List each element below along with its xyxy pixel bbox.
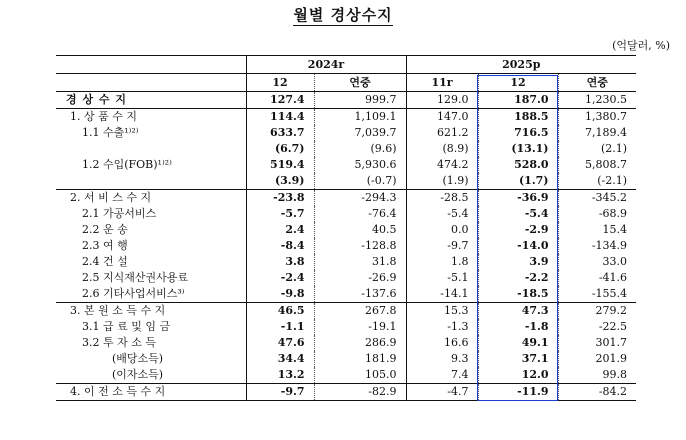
table-row <box>56 125 636 141</box>
cell-value: 5,930.6 <box>314 157 406 173</box>
table-row <box>56 92 636 109</box>
cell-value: (3.9) <box>246 173 314 190</box>
cell-value: 1,230.5 <box>558 92 636 109</box>
cell-value: 301.7 <box>558 335 636 351</box>
cell-value: 49.1 <box>478 335 558 351</box>
cell-value: 34.4 <box>246 351 314 367</box>
row-label: 1.1 수출¹⁾²⁾ <box>82 126 139 139</box>
cell-value: (8.9) <box>406 141 478 157</box>
col-header: 연중 <box>558 74 636 92</box>
cell-value: -14.0 <box>478 238 558 254</box>
cell-value: 716.5 <box>478 125 558 141</box>
cell-value: -26.9 <box>314 270 406 286</box>
table-row <box>56 109 636 126</box>
cell-value: -9.7 <box>246 384 314 401</box>
header-corner <box>56 56 246 74</box>
cell-value: 999.7 <box>314 92 406 109</box>
table-row <box>56 157 636 173</box>
row-label: 1. 상 품 수 지 <box>56 109 246 126</box>
table-row <box>56 384 636 401</box>
cell-value: 7,039.7 <box>314 125 406 141</box>
header-corner-2 <box>56 74 246 92</box>
cell-value: -68.9 <box>558 206 636 222</box>
cell-value: 47.6 <box>246 335 314 351</box>
cell-value: -4.7 <box>406 384 478 401</box>
table-row <box>56 173 636 190</box>
row-label: (배당소득) <box>112 352 164 365</box>
cell-value: (9.6) <box>314 141 406 157</box>
row-label: 2.6 기타사업서비스³⁾ <box>82 287 185 300</box>
cell-value: -14.1 <box>406 286 478 303</box>
header-group-2025: 2025p <box>406 56 636 74</box>
cell-value: -5.1 <box>406 270 478 286</box>
cell-value: 5,808.7 <box>558 157 636 173</box>
cell-value: -294.3 <box>314 190 406 207</box>
cell-value: (2.1) <box>558 141 636 157</box>
unit-note: (억달러, %) <box>612 39 670 52</box>
cell-value: 31.8 <box>314 254 406 270</box>
row-label: 2.1 가공서비스 <box>82 207 157 220</box>
cell-value: 15.3 <box>406 303 478 320</box>
cell-value: -2.2 <box>478 270 558 286</box>
row-label: 2.5 지식재산권사용료 <box>82 271 188 284</box>
cell-value: -128.8 <box>314 238 406 254</box>
cell-value: -137.6 <box>314 286 406 303</box>
row-label <box>56 141 246 157</box>
cell-value: -5.7 <box>246 206 314 222</box>
cell-value: 3.8 <box>246 254 314 270</box>
cell-value: 528.0 <box>478 157 558 173</box>
cell-value: 519.4 <box>246 157 314 173</box>
cell-value: -22.5 <box>558 319 636 335</box>
table-row <box>56 319 636 335</box>
col-header: 12 <box>246 74 314 92</box>
cell-value: 3.9 <box>478 254 558 270</box>
table-title: 월별 경상수지 <box>293 6 393 24</box>
cell-value: -1.8 <box>478 319 558 335</box>
cell-value: -82.9 <box>314 384 406 401</box>
table-row <box>56 367 636 384</box>
cell-value: 47.3 <box>478 303 558 320</box>
cell-value: 127.4 <box>246 92 314 109</box>
cell-value: 114.4 <box>246 109 314 126</box>
row-label: 1.2 수입(FOB)¹⁾²⁾ <box>82 158 172 171</box>
cell-value: (13.1) <box>478 141 558 157</box>
cell-value: 99.8 <box>558 367 636 384</box>
table-row <box>56 206 636 222</box>
header-group-2024: 2024r <box>246 56 406 74</box>
cell-value: -84.2 <box>558 384 636 401</box>
cell-value: 147.0 <box>406 109 478 126</box>
row-label: 4. 이 전 소 득 수 지 <box>56 384 246 401</box>
col-header: 연중 <box>314 74 406 92</box>
cell-value: 474.2 <box>406 157 478 173</box>
cell-value: 633.7 <box>246 125 314 141</box>
row-label: (이자소득) <box>112 368 164 381</box>
cell-value: 1,380.7 <box>558 109 636 126</box>
col-header: 11r <box>406 74 478 92</box>
cell-value: 188.5 <box>478 109 558 126</box>
cell-value: 187.0 <box>478 92 558 109</box>
table-row <box>56 303 636 320</box>
cell-value: 33.0 <box>558 254 636 270</box>
cell-value: 201.9 <box>558 351 636 367</box>
table-row <box>56 238 636 254</box>
cell-value: 621.2 <box>406 125 478 141</box>
row-label: 3.1 급 료 및 임 금 <box>82 320 171 333</box>
row-label: 경 상 수 지 <box>66 93 127 106</box>
cell-value: -76.4 <box>314 206 406 222</box>
cell-value: 129.0 <box>406 92 478 109</box>
table-row <box>56 254 636 270</box>
current-account-table <box>56 55 636 401</box>
cell-value: 286.9 <box>314 335 406 351</box>
cell-value: 181.9 <box>314 351 406 367</box>
row-label: 2.3 여 행 <box>82 239 128 252</box>
cell-value: 7.4 <box>406 367 478 384</box>
cell-value: -18.5 <box>478 286 558 303</box>
cell-value: -2.9 <box>478 222 558 238</box>
cell-value: 1,109.1 <box>314 109 406 126</box>
table-row <box>56 351 636 367</box>
cell-value: 267.8 <box>314 303 406 320</box>
row-label: 2.2 운 송 <box>82 223 128 236</box>
cell-value: -1.1 <box>246 319 314 335</box>
cell-value: -36.9 <box>478 190 558 207</box>
cell-value: -41.6 <box>558 270 636 286</box>
cell-value: -1.3 <box>406 319 478 335</box>
cell-value: -28.5 <box>406 190 478 207</box>
cell-value: 105.0 <box>314 367 406 384</box>
cell-value: 0.0 <box>406 222 478 238</box>
cell-value: -345.2 <box>558 190 636 207</box>
table-row <box>56 141 636 157</box>
cell-value: 46.5 <box>246 303 314 320</box>
cell-value: 9.3 <box>406 351 478 367</box>
row-label: 2.4 건 설 <box>82 255 128 268</box>
row-label <box>56 173 246 190</box>
cell-value: 16.6 <box>406 335 478 351</box>
table-row <box>56 270 636 286</box>
cell-value: 13.2 <box>246 367 314 384</box>
cell-value: -134.9 <box>558 238 636 254</box>
table-row <box>56 222 636 238</box>
cell-value: 1.8 <box>406 254 478 270</box>
table-row <box>56 190 636 207</box>
cell-value: -9.7 <box>406 238 478 254</box>
cell-value: (-0.7) <box>314 173 406 190</box>
row-label: 3.2 투 자 소 득 <box>82 336 156 349</box>
table-row <box>56 286 636 303</box>
cell-value: -23.8 <box>246 190 314 207</box>
cell-value: -5.4 <box>478 206 558 222</box>
cell-value: (1.9) <box>406 173 478 190</box>
cell-value: -19.1 <box>314 319 406 335</box>
cell-value: -155.4 <box>558 286 636 303</box>
cell-value: (1.7) <box>478 173 558 190</box>
cell-value: -2.4 <box>246 270 314 286</box>
cell-value: 7,189.4 <box>558 125 636 141</box>
cell-value: -5.4 <box>406 206 478 222</box>
cell-value: -9.8 <box>246 286 314 303</box>
cell-value: 2.4 <box>246 222 314 238</box>
row-label: 2. 서 비 스 수 지 <box>56 190 246 207</box>
cell-value: -8.4 <box>246 238 314 254</box>
cell-value: -11.9 <box>478 384 558 401</box>
cell-value: 37.1 <box>478 351 558 367</box>
cell-value: 15.4 <box>558 222 636 238</box>
cell-value: 279.2 <box>558 303 636 320</box>
cell-value: (-2.1) <box>558 173 636 190</box>
col-header: 12 <box>478 74 558 92</box>
cell-value: (6.7) <box>246 141 314 157</box>
row-label: 3. 본 원 소 득 수 지 <box>56 303 246 320</box>
cell-value: 40.5 <box>314 222 406 238</box>
table-row <box>56 335 636 351</box>
cell-value: 12.0 <box>478 367 558 384</box>
